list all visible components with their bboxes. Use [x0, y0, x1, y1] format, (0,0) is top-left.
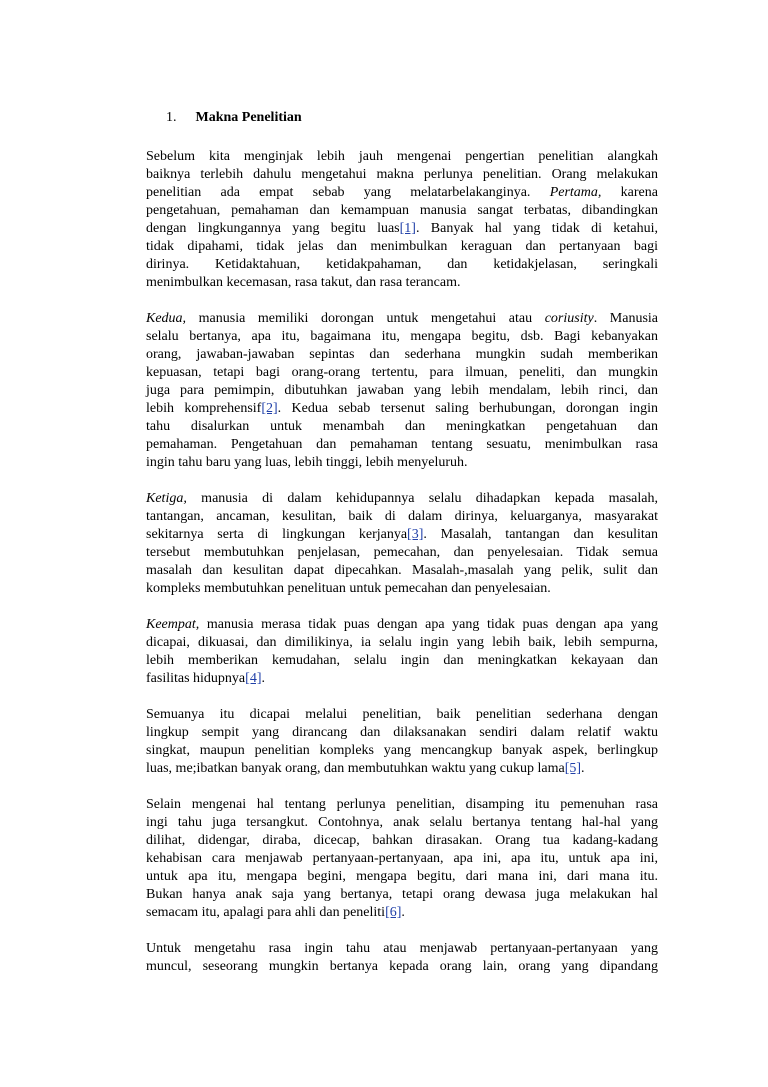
paragraph — [146, 490, 658, 598]
section-number: 1. — [166, 110, 177, 125]
text-run: . Manusia — [593, 311, 658, 326]
text-line: tantangan, ancaman, kesulitan, baik di dalam dirinya, keluarganya, masyarakat — [146, 509, 658, 524]
text-line: Semuanya itu dicapai melalui penelitian, baik penelitian sederhana dengan — [146, 707, 658, 722]
section-title: Makna Penelitian — [195, 110, 302, 125]
paragraph — [146, 148, 658, 292]
text-line — [146, 526, 658, 544]
text-line: dirinya. Ketidaktahuan, ketidakpahaman, dan ketidakjelasan, seringkali — [146, 257, 658, 272]
paragraph — [146, 940, 658, 976]
text-run: manusia di dalam kehidupannya selalu dihadapkan kepada masalah, — [186, 491, 658, 506]
text-line: Sebelum kita menginjak lebih jauh mengenai pengertian penelitian alangkah — [146, 149, 658, 164]
italic-text: Kedua, — [146, 311, 187, 326]
text-line: orang, jawaban-jawaban sepintas dan sederhana mungkin sudah memberikan — [146, 347, 658, 362]
italic-text: Keempat, — [146, 617, 200, 632]
document-body — [146, 148, 658, 994]
footnote-link[interactable]: [6] — [385, 905, 402, 920]
text-line — [146, 490, 658, 508]
text-line: Selain mengenai hal tentang perlunya penelitian, disamping itu pemenuhan rasa — [146, 797, 658, 812]
text-line: Bukan hanya anak saja yang bertanya, tetapi orang dewasa juga melakukan hal — [146, 887, 658, 902]
italic-text: Pertama, — [549, 185, 602, 200]
text-run: luas, me;ibatkan banyak orang, dan membutuhkan waktu yang cukup lama — [146, 761, 565, 776]
text-line: muncul, seseorang mungkin bertanya kepada orang lain, orang yang dipandang — [146, 959, 658, 974]
text-line: kepuasan, tetapi bagi orang-orang tertentu, para ilmuan, peneliti, dan mungkin — [146, 365, 658, 380]
text-run: . Kedua sebab tersenut saling berhubungan, dorongan ingin — [277, 401, 658, 416]
text-line — [146, 760, 658, 778]
text-line: dicapai, dikuasai, dan dimilikinya, ia selalu ingin yang lebih baik, lebih sempurna, — [146, 635, 658, 650]
text-line: masalah dan kesulitan dapat dipecahkan. Masalah-,masalah yang pelik, sulit dan — [146, 563, 658, 578]
text-run: . Masalah, tantangan dan kesulitan — [423, 527, 658, 542]
text-line — [146, 310, 658, 328]
text-line: ingi tahu juga tersangkut. Contohnya, anak selalu bertanya tentang hal-hal yang — [146, 815, 658, 830]
text-line: singkat, maupun penelitian kompleks yang mencangkup banyak aspek, berlingkup — [146, 743, 658, 758]
text-run: karena — [601, 185, 658, 200]
text-line — [146, 904, 658, 922]
text-run: penelitian ada empat sebab yang melatarbelakanginya. — [146, 185, 550, 200]
text-line: selalu bertanya, apa itu, bagaimana itu, mengapa begitu, dsb. Bagi kebanyakan — [146, 329, 658, 344]
text-run: . — [261, 671, 265, 686]
text-line: baiknya terlebih dahulu mengetahui makna perlunya penelitian. Orang melakukan — [146, 167, 658, 182]
text-line: dilihat, didengar, diraba, dicecap, bahkan dirasakan. Orang tua kadang-kadang — [146, 833, 658, 848]
text-line — [146, 184, 658, 202]
footnote-link[interactable]: [4] — [245, 671, 262, 686]
text-run: manusia merasa tidak puas dengan apa yang tidak puas dengan apa yang — [199, 617, 658, 632]
text-line — [146, 616, 658, 634]
text-run: sekitarnya serta di lingkungan kerjanya — [146, 527, 408, 542]
text-line: tersebut membutuhkan penjelasan, pemecahan, dan penyelesaian. Tidak semua — [146, 545, 658, 560]
text-line: juga para pemimpin, dibutuhkan jawaban yang lebih mendalam, lebih rinci, dan — [146, 383, 658, 398]
text-run: semacam itu, apalagi para ahli dan peneliti — [146, 905, 386, 920]
text-line: pengetahuan, pemahaman dan kemampuan manusia sangat terbatas, dibandingkan — [146, 203, 658, 218]
text-run: lebih komprehensif — [146, 401, 262, 416]
text-line: tahu disalurkan untuk menambah dan meningkatkan pengetahuan dan — [146, 419, 658, 434]
text-line — [146, 400, 658, 418]
text-line: Untuk mengetahu rasa ingin tahu atau menjawab pertanyaan-pertanyaan yang — [146, 941, 658, 956]
section-heading — [166, 109, 302, 127]
text-run: dengan lingkungannya yang begitu luas — [146, 221, 400, 236]
footnote-link[interactable]: [3] — [407, 527, 424, 542]
footnote-link[interactable]: [2] — [261, 401, 278, 416]
text-line: lebih memberikan kemudahan, selalu ingin dan meningkatkan kekayaan dan — [146, 653, 658, 668]
text-run: fasilitas hidupnya — [146, 671, 246, 686]
italic-text: Ketiga, — [146, 491, 187, 506]
paragraph — [146, 796, 658, 922]
text-line — [146, 220, 658, 238]
text-line: tidak dipahami, tidak jelas dan menimbulkan keraguan dan pertanyaan bagi — [146, 239, 658, 254]
text-run: . — [401, 905, 405, 920]
text-line: ingin tahu baru yang luas, lebih tinggi, lebih menyeluruh. — [146, 455, 468, 470]
text-line — [146, 670, 658, 688]
paragraph — [146, 616, 658, 688]
text-line: lingkup sempit yang dirancang dan dilaksanakan sendiri dalam relatif waktu — [146, 725, 658, 740]
text-line: untuk apa itu, mengapa begini, mengapa begitu, dari mana ini, dari mana itu. — [146, 869, 658, 884]
italic-text: coriusity — [544, 311, 594, 326]
text-line: menimbulkan kecemasan, rasa takut, dan rasa terancam. — [146, 275, 461, 290]
text-run: . — [581, 761, 585, 776]
text-line: kehabisan cara menjawab pertanyaan-pertanyaan, apa ini, apa itu, untuk apa ini, — [146, 851, 658, 866]
footnote-link[interactable]: [1] — [399, 221, 416, 236]
text-line: pemahaman. Pengetahuan dan pemahaman tentang sesuatu, menimbulkan rasa — [146, 437, 658, 452]
text-run: manusia memiliki dorongan untuk mengetahui atau — [186, 311, 545, 326]
text-run: . Banyak hal yang tidak di ketahui, — [415, 221, 658, 236]
text-line: kompleks membutuhkan penelituan untuk pemecahan dan penyelesaian. — [146, 581, 551, 596]
footnote-link[interactable]: [5] — [564, 761, 582, 776]
paragraph — [146, 706, 658, 778]
paragraph — [146, 310, 658, 472]
